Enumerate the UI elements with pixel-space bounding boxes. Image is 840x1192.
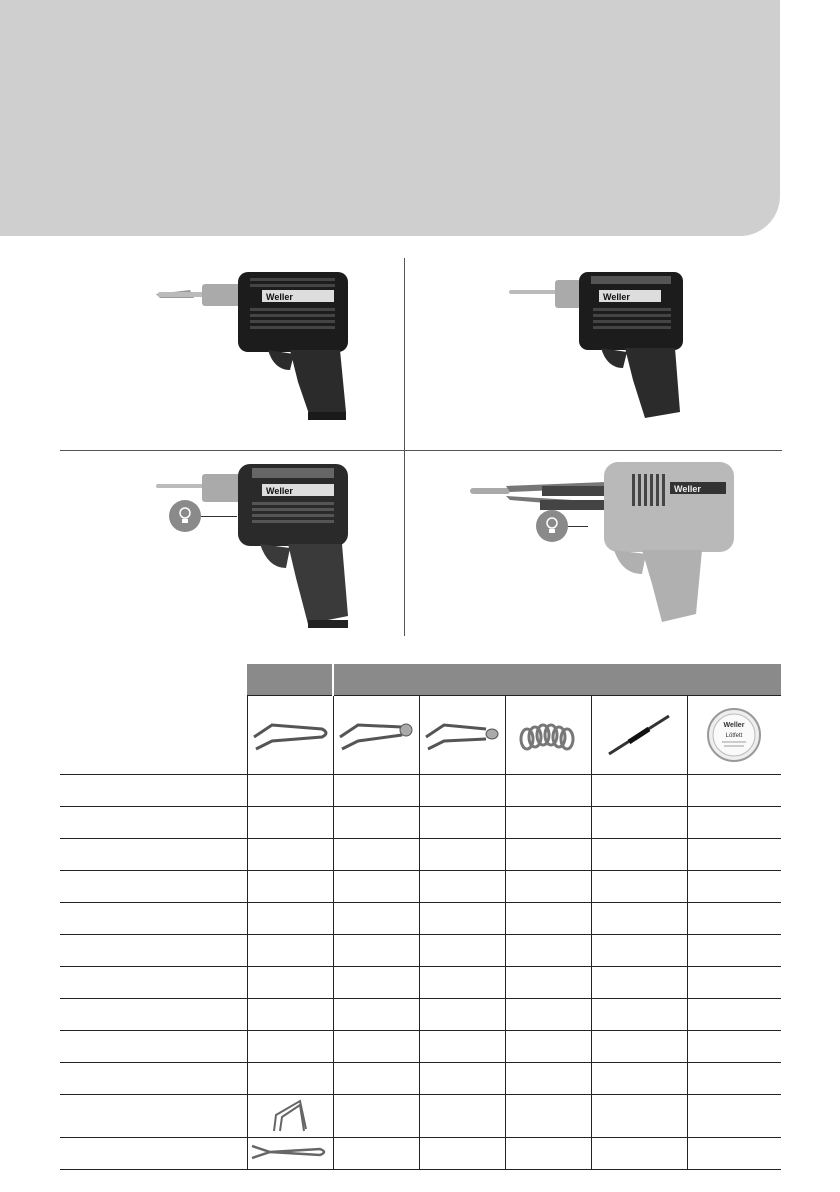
table-row	[60, 871, 781, 903]
table-row	[60, 999, 781, 1031]
group-header-included	[247, 664, 333, 696]
soldering-gun-image-1	[150, 262, 390, 432]
flux-pen-icon	[591, 696, 687, 775]
gun-2-nameplate: Weller	[603, 292, 630, 302]
table-row	[60, 1138, 781, 1170]
table-row	[60, 775, 781, 807]
solder-coil-icon	[505, 696, 591, 775]
soldering-gun-image-3	[150, 456, 390, 636]
flux-tin-icon	[687, 696, 781, 775]
soldering-gun-image-4	[466, 456, 756, 636]
table-row	[60, 839, 781, 871]
light-bulb-icon	[536, 510, 568, 542]
product-divider-horizontal	[60, 450, 782, 451]
bent-wire-tip-icon	[247, 1095, 333, 1138]
gun-4-nameplate: Weller	[674, 484, 701, 494]
flux-tin-sublabel: Lötfett	[725, 733, 743, 739]
table-row	[60, 1095, 781, 1138]
bulb-pointer-line	[568, 526, 588, 527]
wire-tip-icon	[247, 696, 333, 775]
accessory-table	[60, 664, 781, 1170]
light-bulb-icon	[169, 500, 201, 532]
flux-tin-label: Weller	[723, 722, 745, 729]
fork-tip-icon	[247, 1138, 333, 1170]
table-row	[60, 807, 781, 839]
table-row	[60, 1063, 781, 1095]
table-row	[60, 1031, 781, 1063]
bulb-pointer-line	[201, 516, 237, 517]
table-row	[60, 935, 781, 967]
table-row	[60, 967, 781, 999]
group-header-accessories	[333, 664, 781, 696]
gun-3-nameplate: Weller	[266, 486, 293, 496]
table-row	[60, 903, 781, 935]
spoon-tip-icon	[419, 696, 505, 775]
product-divider-vertical	[404, 258, 405, 636]
table-icon-row	[60, 696, 781, 775]
soldering-gun-image-2	[505, 262, 745, 432]
header-band	[0, 0, 780, 236]
gun-1-nameplate: Weller	[266, 292, 293, 302]
round-tip-icon	[333, 696, 419, 775]
table-group-header-row	[60, 664, 781, 696]
